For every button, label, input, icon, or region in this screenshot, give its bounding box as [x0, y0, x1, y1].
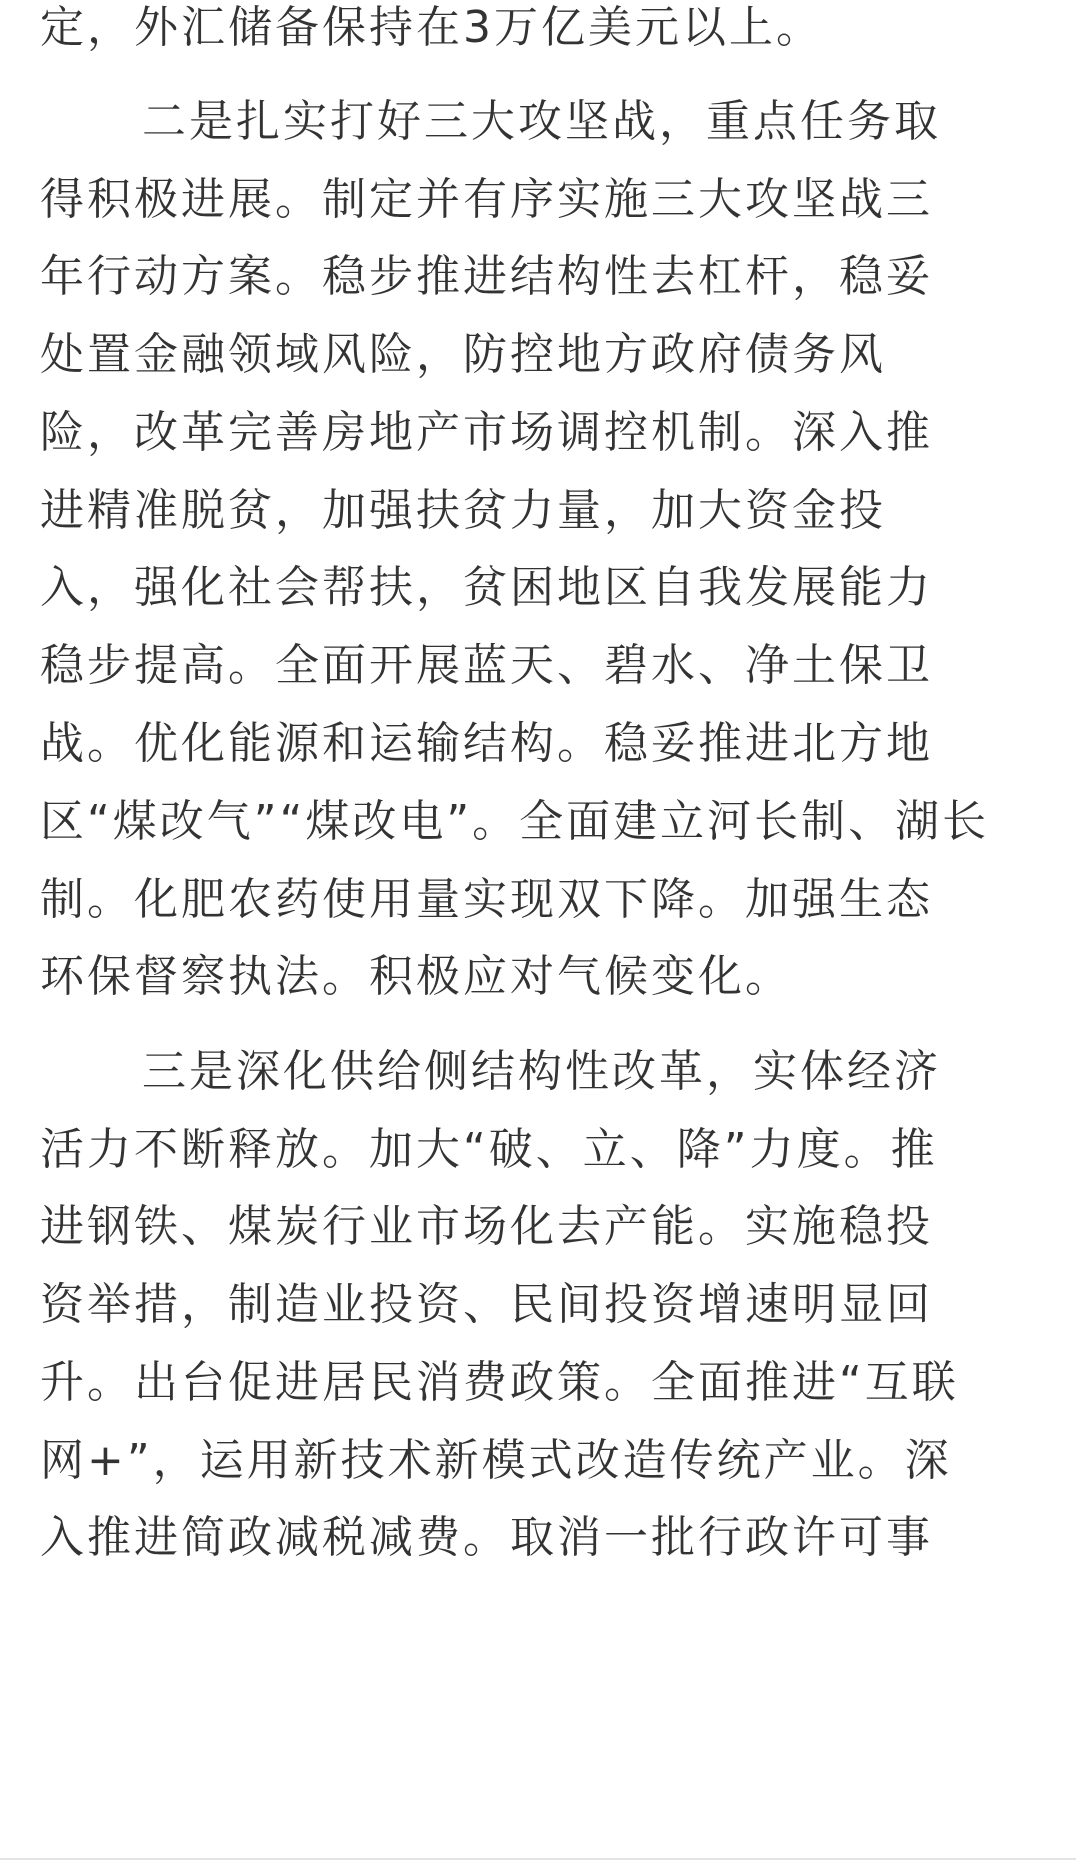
paragraph-first-line: 三是深化供给侧结构性改革，实体经济 [142, 1046, 941, 1097]
text-line: 进精准脱贫，加强扶贫力量，加大资金投 [40, 485, 886, 536]
text-line: 战。优化能源和运输结构。稳妥推进北方地 [40, 718, 933, 769]
text-line: 处置金融领域风险，防控地方政府债务风 [40, 329, 886, 380]
text-line: 环保督察执法。积极应对气候变化。 [40, 951, 792, 1002]
text-line: 入，强化社会帮扶，贫困地区自我发展能力 [40, 562, 933, 613]
text-line: 网+”，运用新技术新模式改造传统产业。深 [40, 1435, 952, 1486]
text-line: 进钢铁、煤炭行业市场化去产能。实施稳投 [40, 1201, 933, 1252]
text-line: 险，改革完善房地产市场调控机制。深入推 [40, 407, 933, 458]
text-line: 区“煤改气”“煤改电”。全面建立河长制、湖长 [40, 796, 990, 847]
paragraph-first-line: 二是扎实打好三大攻坚战，重点任务取 [142, 96, 941, 147]
text-line: 入推进简政减税减费。取消一批行政许可事 [40, 1512, 933, 1563]
text-line: 活力不断释放。加大“破、立、降”力度。推 [40, 1124, 938, 1175]
text-line: 资举措，制造业投资、民间投资增速明显回 [40, 1279, 933, 1330]
text-line: 得积极进展。制定并有序实施三大攻坚战三 [40, 174, 933, 225]
text-line: 定，外汇储备保持在3万亿美元以上。 [40, 2, 823, 53]
text-line: 稳步提高。全面开展蓝天、碧水、净土保卫 [40, 640, 933, 691]
text-line: 制。化肥农药使用量实现双下降。加强生态 [40, 874, 933, 925]
text-line: 年行动方案。稳步推进结构性去杠杆，稳妥 [40, 251, 933, 302]
bottom-divider [0, 1858, 1076, 1860]
text-line: 升。出台促进居民消费政策。全面推进“互联 [40, 1357, 959, 1408]
